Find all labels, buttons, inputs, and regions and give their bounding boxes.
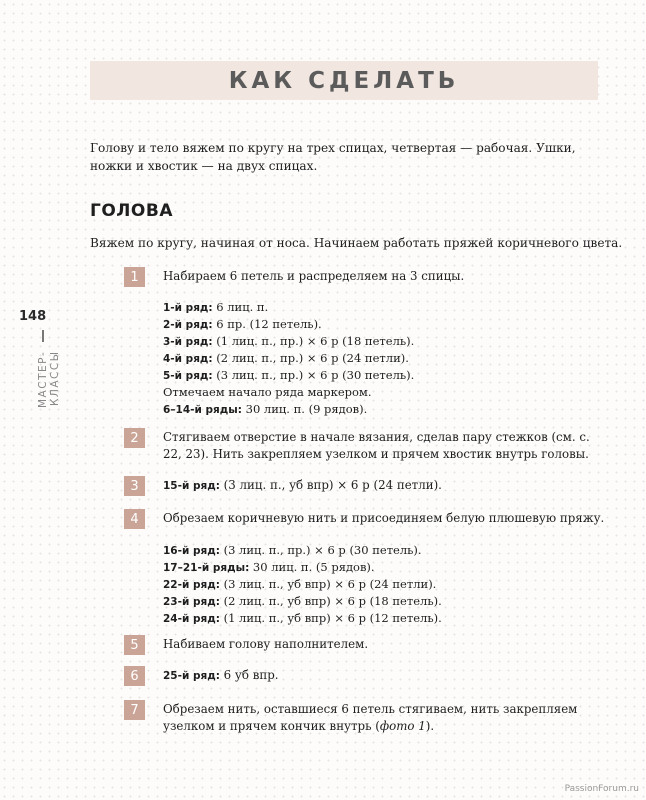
step-text: Стягиваем отверстие в начале вязания, сделав пару стежков (см. с. 22, 23). Нить закрепляем узелком и прячем хвостик внутрь головы.	[163, 430, 590, 461]
step-text	[124, 476, 604, 495]
row-instruction	[163, 610, 604, 627]
step-7	[124, 700, 604, 734]
row-text: (3 лиц. п., уб впр) × 6 р (24 петли).	[219, 576, 437, 591]
side-divider	[42, 330, 44, 342]
step-text: Обрезаем коричневую нить и присоединяем белую плюшевую пряжу.	[163, 511, 605, 525]
section-side-label: МАСТЕР-КЛАССЫ	[37, 351, 61, 409]
row-text: 30 лиц. п. (5 рядов).	[249, 559, 375, 574]
row-text: Отмечаем начало ряда маркером.	[163, 384, 372, 399]
step-number-badge: 7	[124, 700, 145, 720]
row-list	[124, 299, 604, 418]
step-number-badge: 2	[124, 428, 145, 448]
row-text: 6 пр. (12 петель).	[212, 316, 322, 331]
step-text: Набираем 6 петель и распределяем на 3 спицы.	[163, 269, 465, 283]
step-number-badge: 1	[124, 267, 145, 287]
row-label: 24-й ряд:	[163, 612, 220, 625]
row-text: (3 лиц. п., уб впр) × 6 р (24 петли).	[219, 478, 442, 492]
row-instruction	[163, 333, 604, 350]
row-instruction	[163, 576, 604, 593]
row-list	[124, 542, 604, 627]
row-label: 15-й ряд:	[163, 480, 220, 492]
step-3	[124, 476, 604, 495]
step-text	[124, 700, 604, 734]
row-label: 23-й ряд:	[163, 595, 220, 608]
row-text: (2 лиц. п., пр.) × 6 р (24 петли).	[212, 350, 409, 365]
step-text	[124, 666, 604, 685]
step-6	[124, 666, 604, 685]
step-number-badge: 5	[124, 635, 145, 655]
step-text-main: Обрезаем нить, оставшиеся 6 петель стягиваем, нить закрепляем узелком и прячем кончик внутрь (	[163, 702, 578, 733]
row-instruction	[163, 350, 604, 367]
row-label: 1-й ряд:	[163, 301, 213, 314]
row-instruction	[163, 367, 604, 384]
row-text: (1 лиц. п., уб впр) × 6 р (12 петель).	[219, 610, 442, 625]
row-instruction	[163, 299, 604, 316]
header-banner	[90, 61, 598, 100]
step-number-badge: 4	[124, 509, 145, 529]
row-note	[163, 384, 604, 401]
row-instruction	[163, 593, 604, 610]
photo-reference: фото 1	[379, 718, 426, 733]
row-label: 2-й ряд:	[163, 318, 213, 331]
row-label: 4-й ряд:	[163, 352, 213, 365]
row-text: 6 лиц. п.	[212, 299, 269, 314]
row-label: 5-й ряд:	[163, 369, 213, 382]
row-label: 22-й ряд:	[163, 578, 220, 591]
row-text: (3 лиц. п., пр.) × 6 р (30 петель).	[219, 542, 422, 557]
section-lead: Вяжем по кругу, начиная от носа. Начинаем работать пряжей коричневого цвета.	[90, 236, 623, 250]
step-4	[124, 509, 604, 627]
row-label: 17–21-й ряды:	[163, 561, 250, 574]
step-1	[124, 267, 604, 418]
row-label: 6–14-й ряды:	[163, 403, 242, 416]
page-title: КАК СДЕЛАТЬ	[228, 67, 460, 94]
step-number-badge: 3	[124, 476, 145, 496]
row-instruction	[163, 316, 604, 333]
intro-paragraph: Голову и тело вяжем по кругу на трех спицах, четвертая — рабочая. Ушки, ножки и хвостик — на двух спицах.	[90, 141, 576, 173]
row-label: 3-й ряд:	[163, 335, 213, 348]
row-text: (1 лиц. п., пр.) × 6 р (18 петель).	[212, 333, 415, 348]
row-text: (3 лиц. п., пр.) × 6 р (30 петель).	[212, 367, 415, 382]
step-text: Набиваем голову наполнителем.	[163, 637, 369, 651]
step-2	[124, 428, 604, 462]
step-number-badge: 6	[124, 666, 145, 686]
row-label: 16-й ряд:	[163, 544, 220, 557]
watermark: PassionForum.ru	[564, 784, 639, 794]
row-instruction	[163, 559, 604, 576]
row-instruction	[163, 401, 604, 418]
row-instruction	[163, 542, 604, 559]
page-number: 148	[19, 309, 47, 324]
row-text: 6 уб впр.	[219, 668, 279, 682]
step-text-end: ).	[425, 718, 435, 733]
step-5	[124, 635, 604, 653]
row-label: 25-й ряд:	[163, 670, 220, 682]
row-text: 30 лиц. п. (9 рядов).	[241, 401, 368, 416]
section-title: ГОЛОВА	[90, 201, 173, 221]
row-text: (2 лиц. п., уб впр) × 6 р (18 петель).	[219, 593, 442, 608]
